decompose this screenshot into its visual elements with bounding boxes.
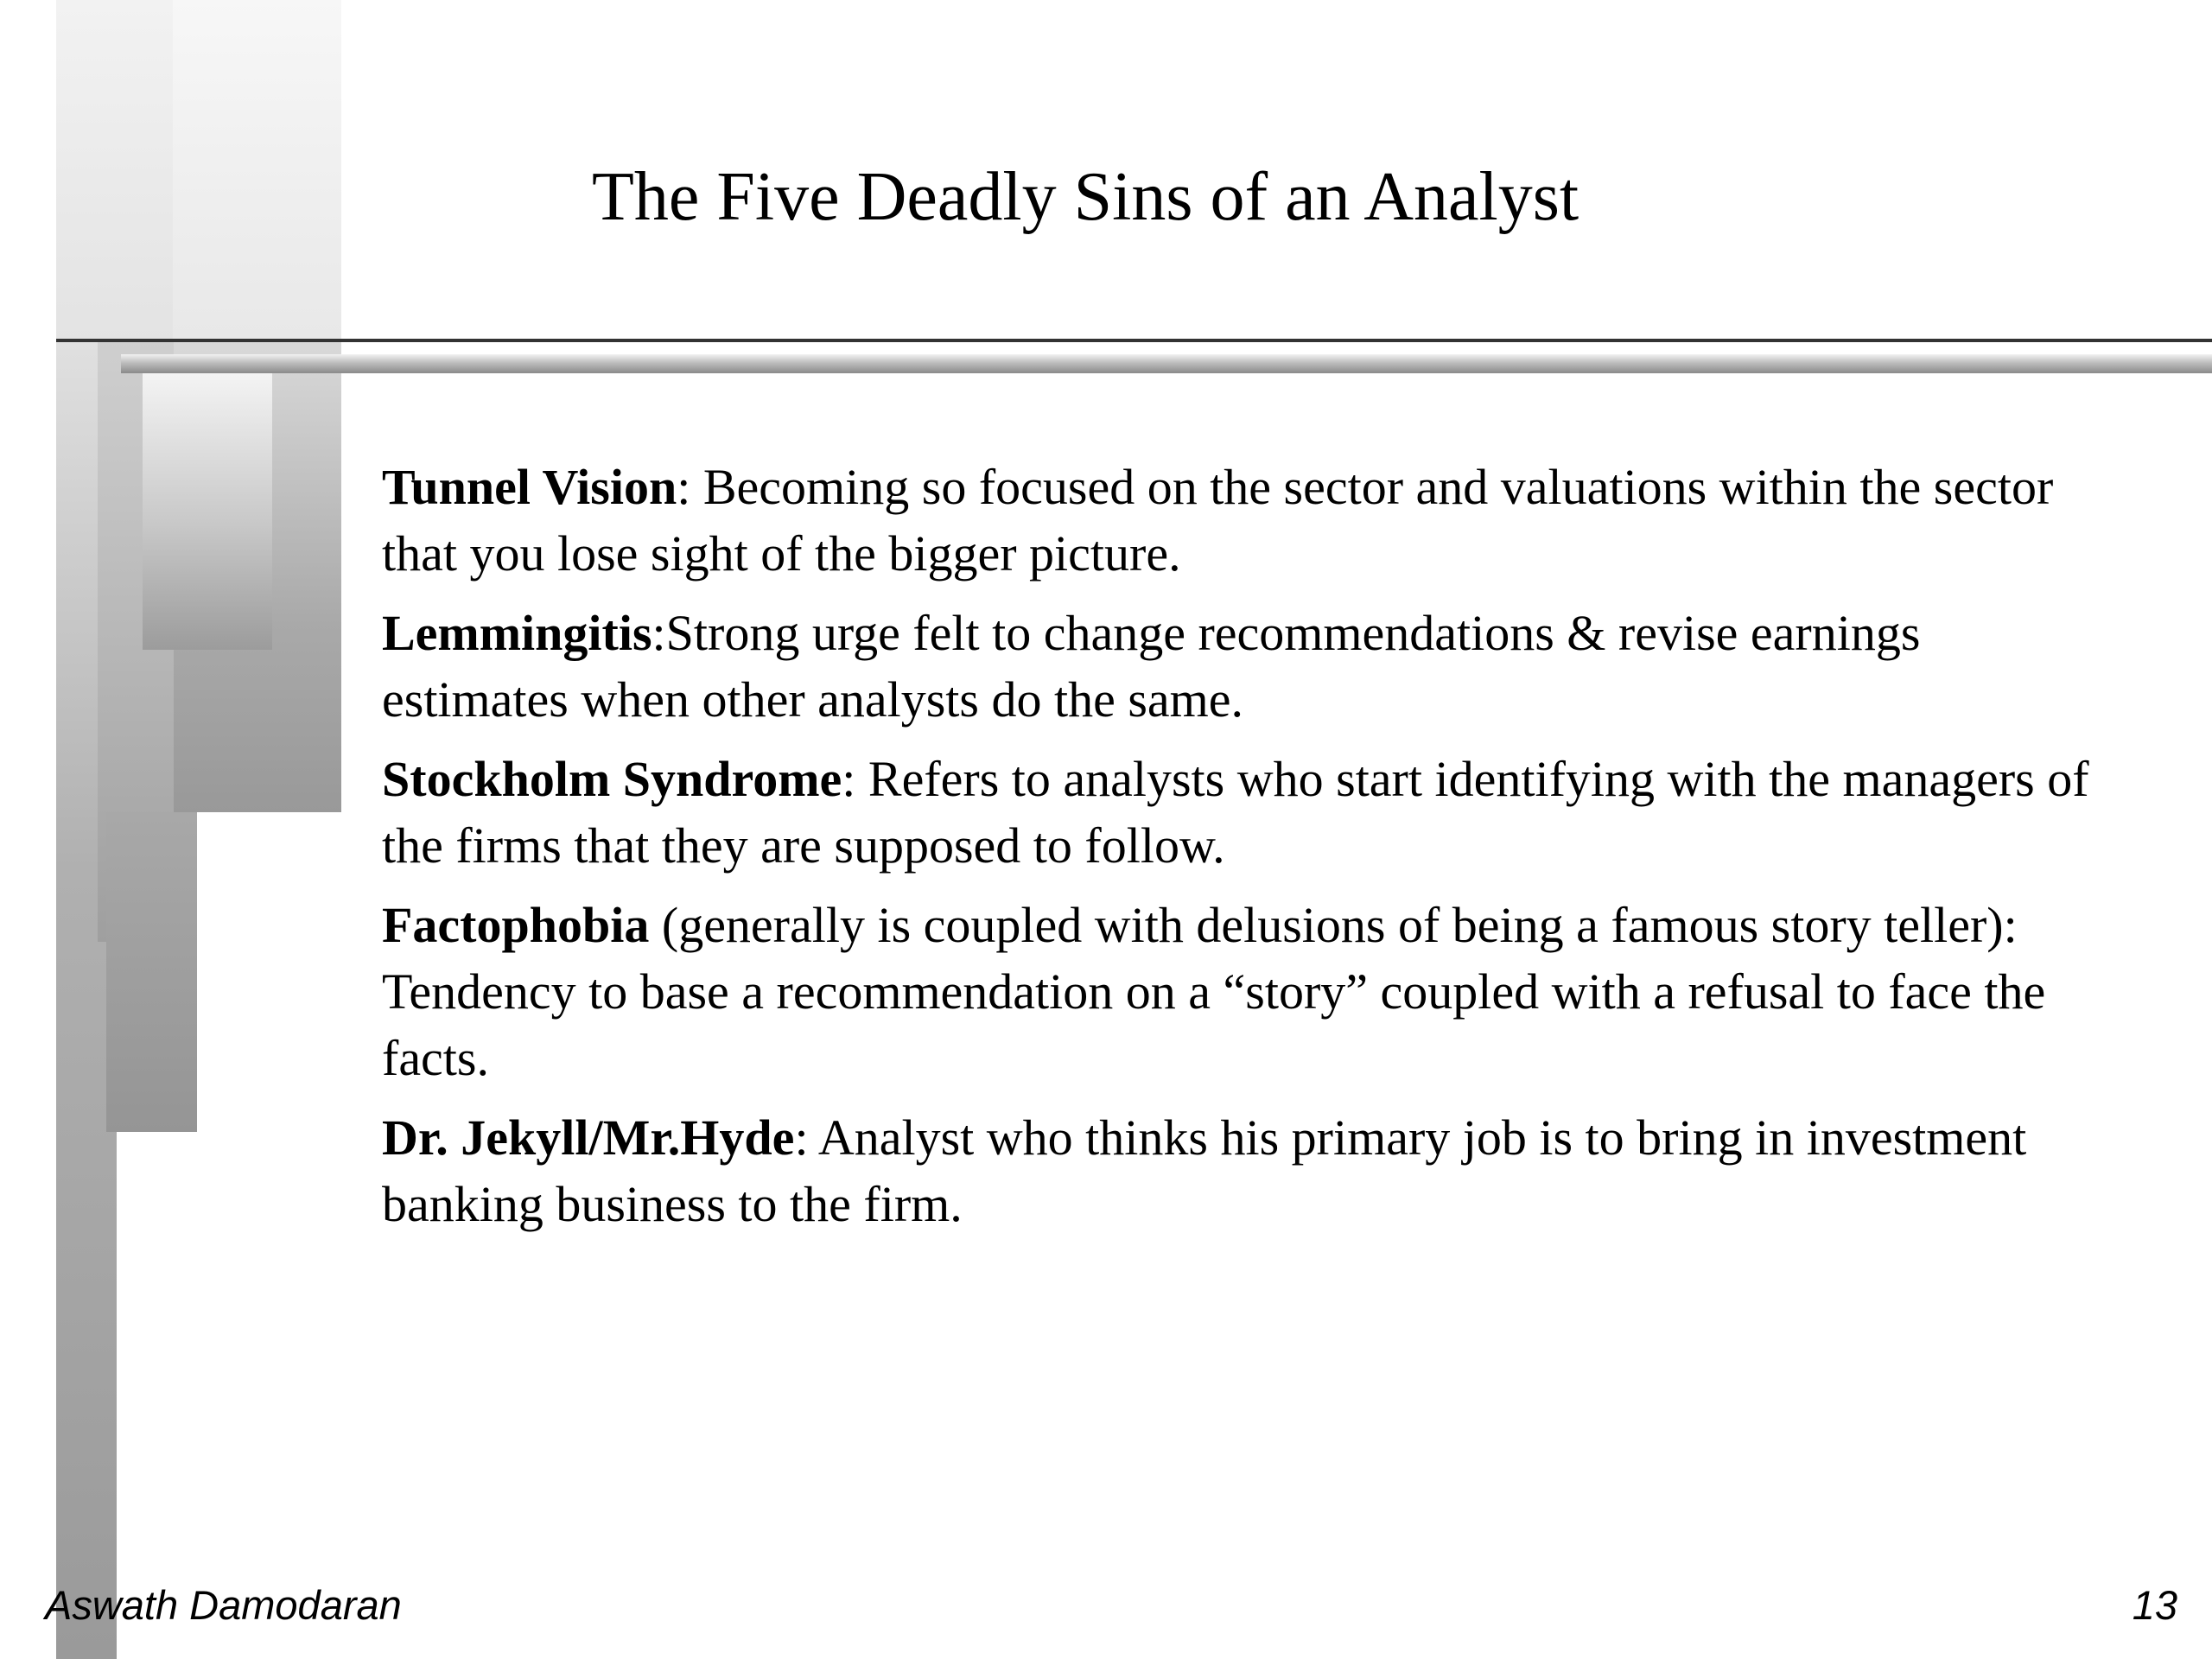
item-text: : Refers to analysts who start identifying with the managers of the firms that they are supposed to follow. <box>382 751 2089 874</box>
item-term: Dr. Jekyll/Mr.Hyde <box>382 1109 795 1166</box>
page-number: 13 <box>2132 1582 2177 1628</box>
slide-title: The Five Deadly Sins of an Analyst <box>592 159 1580 235</box>
list-item <box>382 454 2110 587</box>
decorative-bar <box>143 372 272 650</box>
title-divider-thin <box>56 339 2212 342</box>
item-text: :Strong urge felt to change recommendations & revise earnings estimates when other analysts do the same. <box>382 605 1921 728</box>
item-text: : Analyst who thinks his primary job is to bring in investment banking business to the firm. <box>382 1109 2027 1232</box>
slide-body <box>382 454 2110 1250</box>
list-item <box>382 600 2110 733</box>
item-term: Factophobia <box>382 897 650 953</box>
title-divider-thick <box>121 354 2212 373</box>
footer-author: Aswath Damodaran <box>45 1582 402 1628</box>
item-term: Stockholm Syndrome <box>382 751 842 807</box>
list-item <box>382 746 2110 879</box>
item-text: : Becoming so focused on the sector and valuations within the sector that you lose sight of the bigger picture. <box>382 459 2054 582</box>
decorative-bar <box>173 0 341 341</box>
item-term: Tunnel Vision <box>382 459 677 515</box>
item-text: (generally is coupled with delusions of being a famous story teller): Tendency to base a recommendation on a “story” coupled with a refusal to face the facts. <box>382 897 2046 1086</box>
item-term: Lemmingitis <box>382 605 652 661</box>
list-item <box>382 892 2110 1091</box>
decorative-bar <box>106 812 197 1132</box>
list-item <box>382 1104 2110 1237</box>
